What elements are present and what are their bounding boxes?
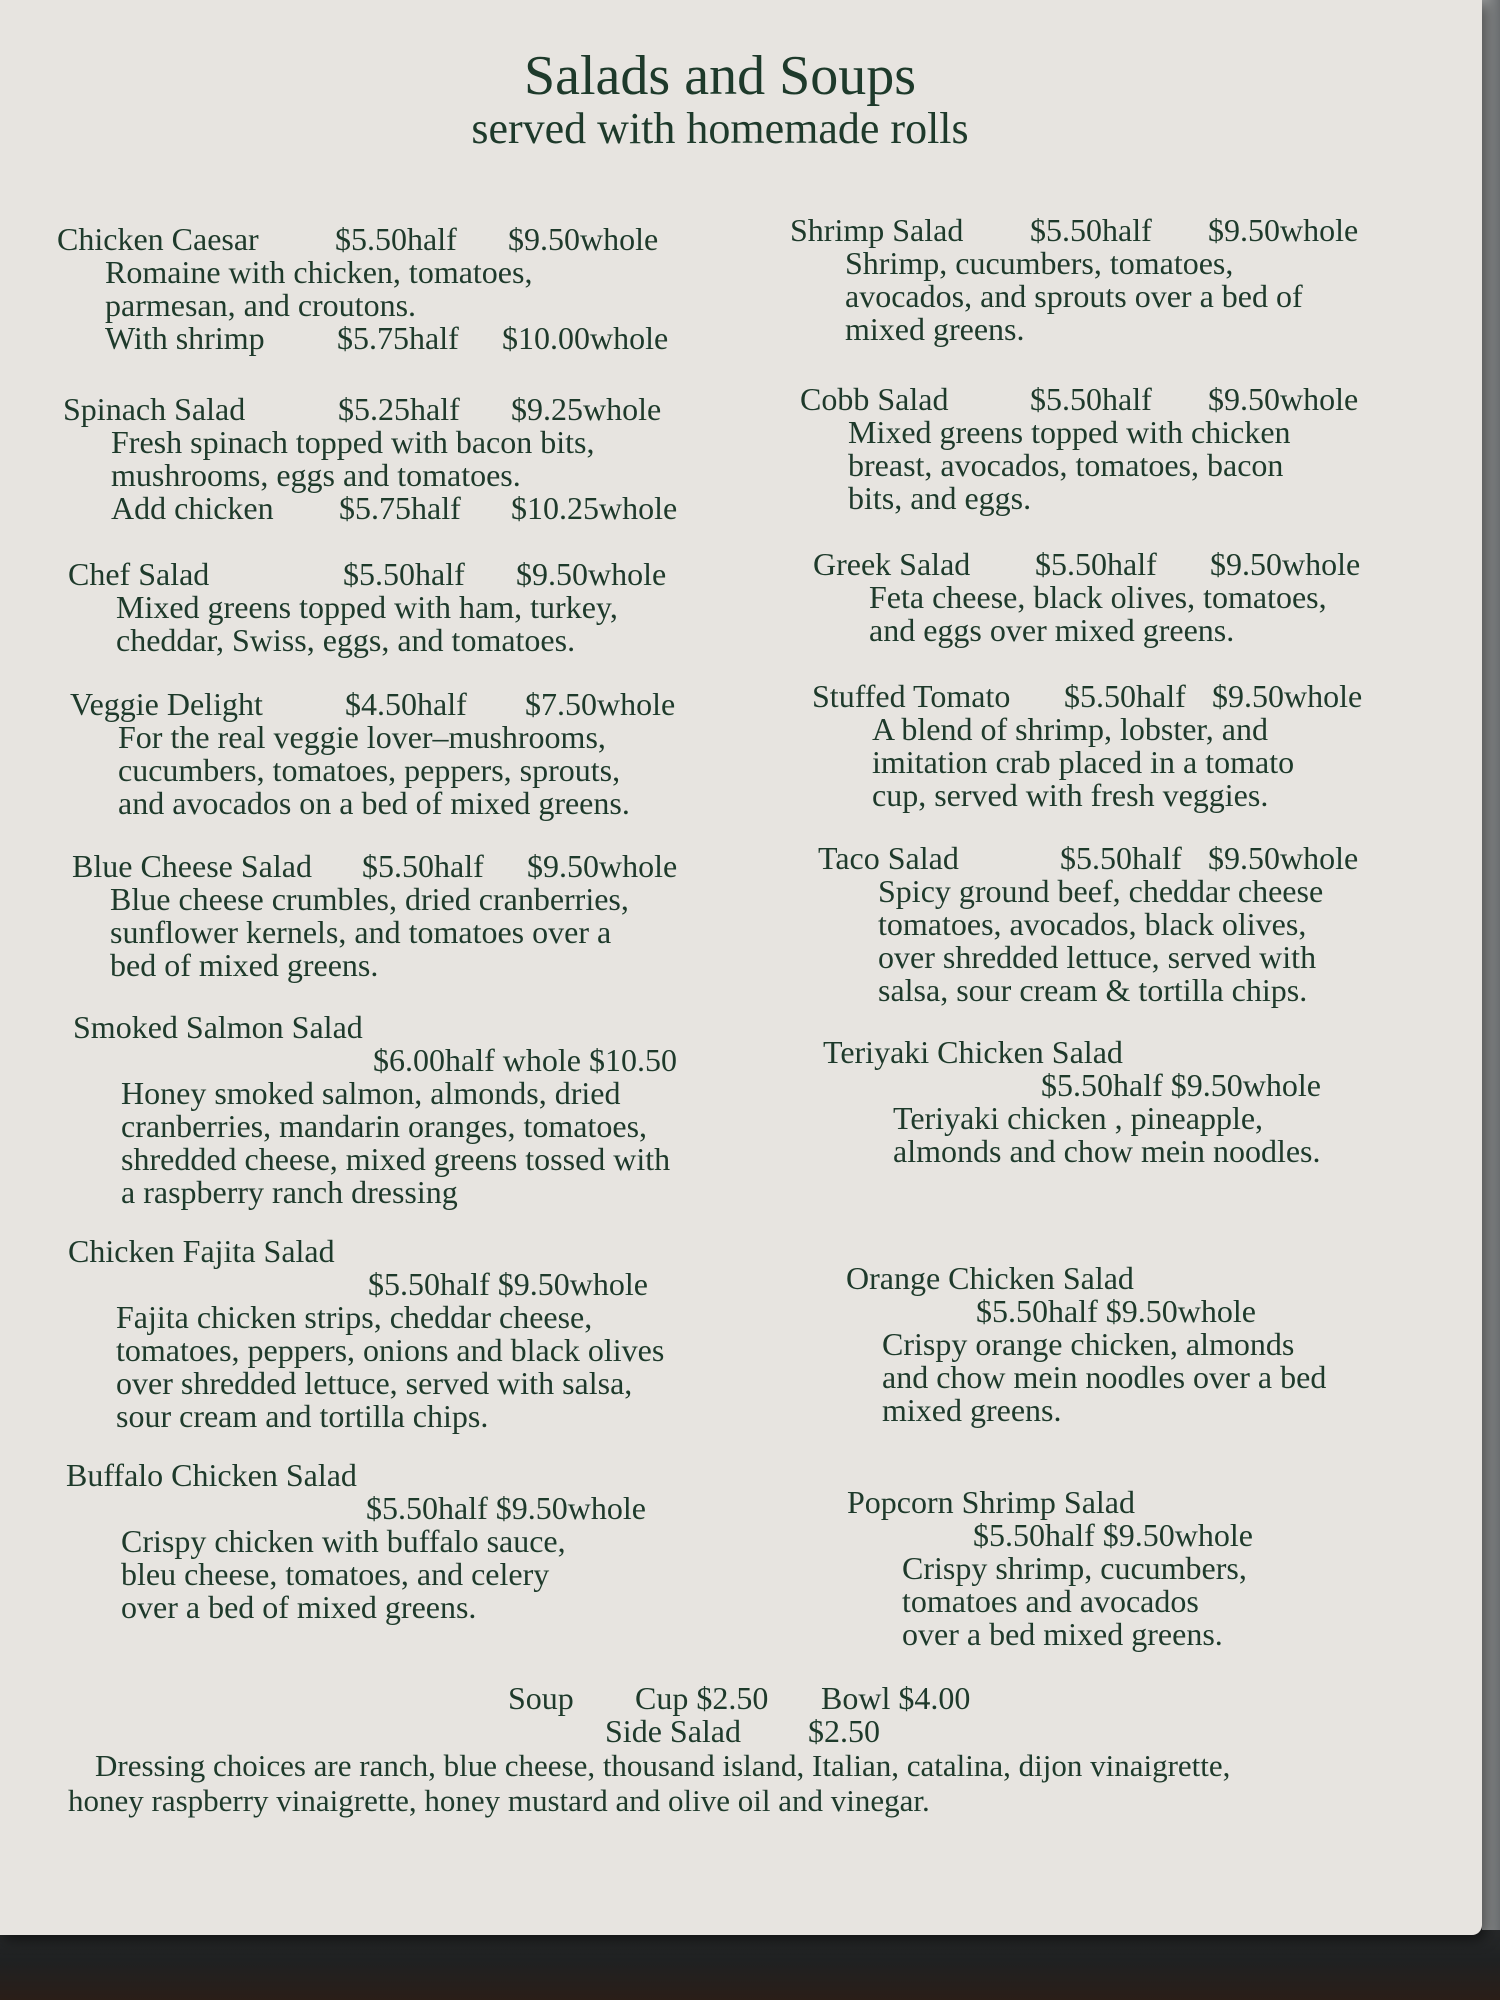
item-half-price: $5.50half [1030,212,1152,248]
item-description: Shrimp, cucumbers, tomatoes, avocados, and sprouts over a bed of mixed greens. [845,245,1303,347]
item-prices: $5.50half $9.50whole [976,1293,1256,1329]
item-description: Blue cheese crumbles, dried cranberries, sunflower kernels, and tomatoes over a bed of mixed greens. [110,881,629,983]
item-prices: $5.50half $9.50whole [368,1266,648,1302]
menu-item-chef-salad [68,558,666,657]
item-name: Popcorn Shrimp Salad [847,1484,1135,1520]
soup-label: Soup [508,1680,574,1716]
item-whole-price: $9.50whole [508,221,659,257]
item-description: Mixed greens topped with chicken breast, avocados, tomatoes, bacon bits, and eggs. [848,414,1291,516]
item-half-price: $5.50half [1035,546,1157,582]
menu-title: Salads and Soups [524,45,916,107]
item-name: Stuffed Tomato [812,678,1011,714]
addon-whole-price: $10.00whole [502,320,669,356]
item-whole-price: $9.50whole [1208,381,1359,417]
menu-item-stuffed-tomato [812,680,1362,812]
item-prices: $5.50half $9.50whole [973,1517,1253,1553]
item-name: Cobb Salad [800,381,949,417]
item-name: Greek Salad [813,546,971,582]
soup-prices [508,1681,970,1715]
item-whole-price: $9.50whole [1208,212,1359,248]
item-prices: $5.50half $9.50whole [366,1490,646,1526]
item-half-price: $5.25half [338,391,460,427]
item-description: Spicy ground beef, cheddar cheese tomatoes, avocados, black olives, over shredded lettuce, served with salsa, sour cream & tortilla chips. [878,873,1324,1008]
item-description: For the real veggie lover–mushrooms, cucumbers, tomatoes, peppers, sprouts, and avocados on a bed of mixed greens. [118,719,630,821]
item-addon [63,492,677,525]
side-salad-amount: $2.50 [808,1713,880,1749]
item-description: A blend of shrimp, lobster, and imitation crab placed in a tomato cup, served with fresh veggies. [872,711,1295,813]
addon-whole-price: $10.25whole [511,490,678,526]
soup-bowl-price: Bowl $4.00 [821,1680,971,1716]
menu-item-orange-chicken-salad [846,1262,1326,1427]
item-name: Chicken Caesar [57,221,259,257]
item-half-price: $5.50half [1030,381,1152,417]
item-name: Buffalo Chicken Salad [66,1457,357,1493]
item-half-price: $5.50half [1064,678,1186,714]
item-description: Crispy shrimp, cucumbers, tomatoes and avocados over a bed mixed greens. [902,1550,1247,1652]
item-whole-price: $9.50whole [516,556,667,592]
item-description: Crispy orange chicken, almonds and chow mein noodles over a bed mixed greens. [882,1326,1327,1428]
item-addon [57,322,668,355]
item-name: Spinach Salad [63,391,246,427]
menu-subtitle: served with homemade rolls [471,104,969,153]
dressing-choices-line-1: Dressing choices are ranch, blue cheese, thousand island, Italian, catalina, dijon vinaigrette, [95,1748,1231,1783]
item-name: Shrimp Salad [790,212,964,248]
item-description: Teriyaki chicken , pineapple, almonds and chow mein noodles. [893,1100,1321,1169]
item-name: Chef Salad [68,556,210,592]
menu-item-taco-salad [818,842,1358,1007]
item-name: Chicken Fajita Salad [68,1233,335,1269]
item-whole-price: $9.50whole [1210,546,1361,582]
side-salad-label: Side Salad [605,1713,741,1749]
item-whole-price: $9.50whole [1212,678,1363,714]
menu-item-blue-cheese-salad [72,850,677,982]
item-name: Veggie Delight [70,686,263,722]
side-salad-price [605,1714,880,1748]
item-description: Feta cheese, black olives, tomatoes, and eggs over mixed greens. [869,579,1327,648]
item-half-price: $4.50half [345,686,467,722]
menu-stack-edge [1482,0,1500,1930]
menu-item-veggie-delight [70,688,675,820]
menu-item-shrimp-salad [790,214,1358,346]
item-half-price: $5.50half [343,556,465,592]
menu-item-teriyaki-chicken-salad [823,1036,1321,1168]
menu-item-greek-salad [813,548,1360,647]
item-half-price: $5.50half [362,848,484,884]
item-description: Honey smoked salmon, almonds, dried cranberries, mandarin oranges, tomatoes, shredded cheese, mixed greens tossed with a raspberry ranch dressing [121,1075,671,1210]
menu-item-spinach-salad [63,393,677,525]
menu-item-cobb-salad [800,383,1358,515]
addon-label: Add chicken [111,490,274,526]
menu-item-smoked-salmon-salad [73,1011,677,1209]
item-half-price: $5.50half [335,221,457,257]
item-name: Orange Chicken Salad [846,1260,1134,1296]
menu-item-chicken-caesar [57,223,668,355]
item-whole-price: $9.25whole [511,391,662,427]
item-whole-price: $9.50whole [1208,840,1359,876]
addon-half-price: $5.75half [339,490,461,526]
item-description: Mixed greens topped with ham, turkey, cheddar, Swiss, eggs, and tomatoes. [116,589,618,658]
addon-label: With shrimp [105,320,265,356]
menu-item-popcorn-shrimp-salad [847,1486,1253,1651]
item-prices: $5.50half $9.50whole [1041,1067,1321,1103]
item-name: Blue Cheese Salad [72,848,312,884]
item-description: Fresh spinach topped with bacon bits, mushrooms, eggs and tomatoes. [111,424,595,493]
soup-cup-price: Cup $2.50 [635,1680,769,1716]
menu-item-buffalo-chicken-salad [66,1459,646,1624]
item-name: Taco Salad [818,840,959,876]
item-prices: $6.00half whole $10.50 [373,1042,677,1078]
addon-half-price: $5.75half [337,320,459,356]
item-name: Smoked Salmon Salad [73,1009,363,1045]
dressing-choices-line-2: honey raspberry vinaigrette, honey mustard and olive oil and vinegar. [68,1783,930,1818]
item-whole-price: $7.50whole [525,686,676,722]
menu-item-chicken-fajita-salad [68,1235,664,1433]
item-description: Romaine with chicken, tomatoes, parmesan, and croutons. [105,254,533,323]
item-name: Teriyaki Chicken Salad [823,1034,1123,1070]
item-whole-price: $9.50whole [527,848,678,884]
item-half-price: $5.50half [1060,840,1182,876]
item-description: Crispy chicken with buffalo sauce, bleu cheese, tomatoes, and celery over a bed of mixed greens. [121,1523,566,1625]
item-description: Fajita chicken strips, cheddar cheese, tomatoes, peppers, onions and black olives over shredded lettuce, served with salsa, sour cream and tortilla chips. [116,1299,665,1434]
